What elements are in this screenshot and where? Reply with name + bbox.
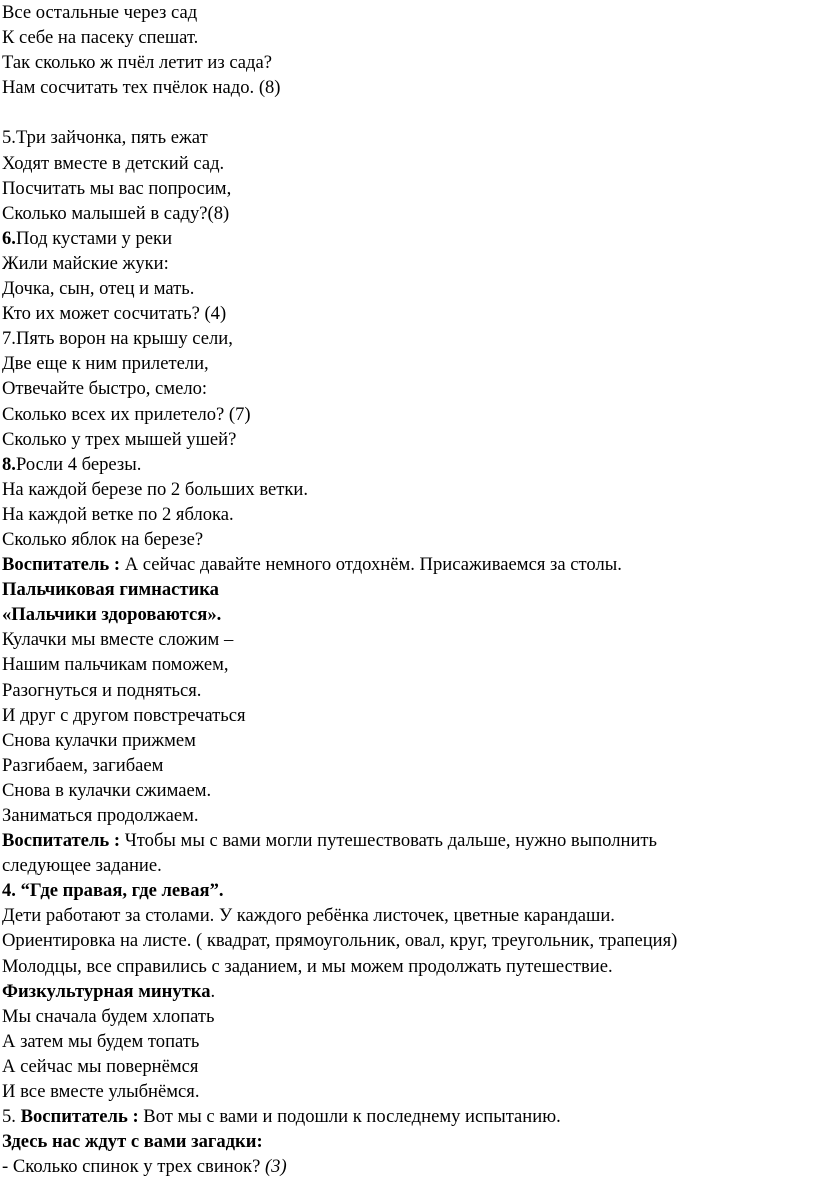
text-line: [2, 151, 814, 176]
italic-answer: (3): [264, 1156, 287, 1178]
line-text: Дети работают за столами. У каждого ребёнка листочек, цветные карандаши.: [2, 905, 615, 927]
line-text: Так сколько ж пчёл летит из сада?: [2, 52, 273, 74]
text-line: [2, 1004, 814, 1029]
text-line: [2, 853, 814, 878]
line-text: Снова в кулачки сжимаем.: [2, 779, 212, 801]
line-text: Ориентировка на листе. ( квадрат, прямоугольник, овал, круг, треугольник, трапеция): [2, 930, 678, 952]
text-line: [2, 828, 814, 853]
bold-text: Физкультурная минутка: [2, 980, 211, 1002]
text-line: [2, 602, 814, 627]
line-text: И друг с другом повстречаться: [2, 704, 246, 726]
text-line: [2, 703, 814, 728]
line-text: следующее задание.: [2, 855, 162, 877]
text-line: [2, 1129, 814, 1154]
text-line: [2, 678, 814, 703]
text-line: [2, 452, 814, 477]
text-line: [2, 652, 814, 677]
bold-text: Пальчиковая гимнастика: [2, 579, 219, 601]
text-line: [2, 803, 814, 828]
text-line: [2, 25, 814, 50]
text-line: [2, 176, 814, 201]
text-line: [2, 954, 814, 979]
line-text: Мы сначала будем хлопать: [2, 1005, 215, 1027]
text-line: [2, 1079, 814, 1104]
document-page: [2, 0, 814, 1179]
text-line: [2, 577, 814, 602]
text-line: [2, 527, 814, 552]
text-line: [2, 979, 814, 1004]
line-text: Вот мы с вами и подошли к последнему испытанию.: [138, 1106, 561, 1128]
bold-text: Воспитатель :: [2, 554, 121, 576]
text-line: [2, 778, 814, 803]
text-line: [2, 1029, 814, 1054]
bold-text: Воспитатель :: [20, 1106, 139, 1128]
bold-text: 4. “Где правая, где левая”.: [2, 880, 224, 902]
line-text: И все вместе улыбнёмся.: [2, 1081, 200, 1103]
line-text: Все остальные через сад: [2, 2, 198, 23]
text-line: [2, 502, 814, 527]
line-text: Нам сосчитать тех пчёлок надо. (8): [2, 77, 281, 99]
line-text: Кулачки мы вместе сложим –: [2, 629, 234, 651]
text-line: [2, 0, 814, 25]
line-text: Дочка, сын, отец и мать.: [2, 278, 195, 300]
line-text: Разогнуться и подняться.: [2, 679, 202, 701]
text-line: [2, 201, 814, 226]
line-text: .: [210, 980, 216, 1002]
text-line: [2, 301, 814, 326]
text-line: [2, 402, 814, 427]
line-text: Ходят вместе в детский сад.: [2, 152, 225, 174]
line-text: Снова кулачки прижмем: [2, 729, 196, 751]
line-prefix: 5.: [2, 1106, 21, 1128]
line-text: Кто их может сосчитать? (4): [2, 303, 227, 325]
line-text: Жили майские жуки:: [2, 252, 169, 274]
bold-text: 8.: [2, 453, 16, 475]
text-line: [2, 1054, 814, 1079]
line-text: Чтобы мы с вами могли путешествовать дальше, нужно выполнить: [120, 830, 657, 852]
line-text: Заниматься продолжаем.: [2, 805, 199, 826]
text-line: [2, 728, 814, 753]
bold-text: «Пальчики здороваются».: [2, 604, 222, 626]
text-line: [2, 351, 814, 376]
line-text: К себе на пасеку спешат.: [2, 27, 199, 49]
text-line: [2, 928, 814, 953]
text-line: [2, 753, 814, 778]
line-text: - Сколько спинок у трех свинок?: [2, 1156, 265, 1178]
line-text: Посчитать мы вас попросим,: [2, 177, 232, 199]
line-text: Нашим пальчикам поможем,: [2, 654, 229, 676]
line-text: Две еще к ним прилетели,: [2, 353, 209, 375]
text-line: [2, 226, 814, 251]
text-line: [2, 427, 814, 452]
line-text: На каждой ветке по 2 яблока.: [2, 503, 234, 525]
text-line: [2, 326, 814, 351]
line-text: Сколько малышей в саду?(8): [2, 202, 230, 224]
line-text: Разгибаем, загибаем: [2, 754, 164, 776]
blank-line: [2, 100, 814, 125]
text-line: [2, 878, 814, 903]
line-text: Молодцы, все справились с заданием, и мы можем продолжать путешествие.: [2, 955, 613, 977]
line-text: Под кустами у реки: [15, 227, 173, 249]
line-text: А затем мы будем топать: [2, 1030, 200, 1052]
text-line: [2, 552, 814, 577]
line-text: Сколько всех их прилетело? (7): [2, 403, 251, 425]
text-line: [2, 1104, 814, 1129]
line-text: Сколько у трех мышей ушей?: [2, 428, 237, 450]
text-line: [2, 251, 814, 276]
text-line: [2, 477, 814, 502]
text-line: [2, 50, 814, 75]
line-text: 7.Пять ворон на крышу сели,: [2, 328, 233, 350]
line-text: 5.Три зайчонка, пять ежат: [2, 127, 208, 149]
line-text: Сколько яблок на березе?: [2, 528, 204, 550]
text-line: [2, 276, 814, 301]
line-text: А сейчас давайте немного отдохнём. Присаживаемся за столы.: [120, 554, 622, 576]
line-text: А сейчас мы повернёмся: [2, 1055, 199, 1077]
bold-text: Здесь нас ждут с вами загадки:: [2, 1131, 263, 1153]
text-line: [2, 125, 814, 150]
line-text: Отвечайте быстро, смело:: [2, 378, 208, 400]
line-text: Росли 4 березы.: [15, 453, 142, 475]
bold-text: Воспитатель :: [2, 830, 121, 852]
text-line: [2, 903, 814, 928]
text-line: [2, 376, 814, 401]
bold-text: 6.: [2, 227, 16, 249]
line-text: На каждой березе по 2 больших ветки.: [2, 478, 309, 500]
text-line: [2, 75, 814, 100]
text-line: [2, 627, 814, 652]
text-line: [2, 1154, 814, 1179]
